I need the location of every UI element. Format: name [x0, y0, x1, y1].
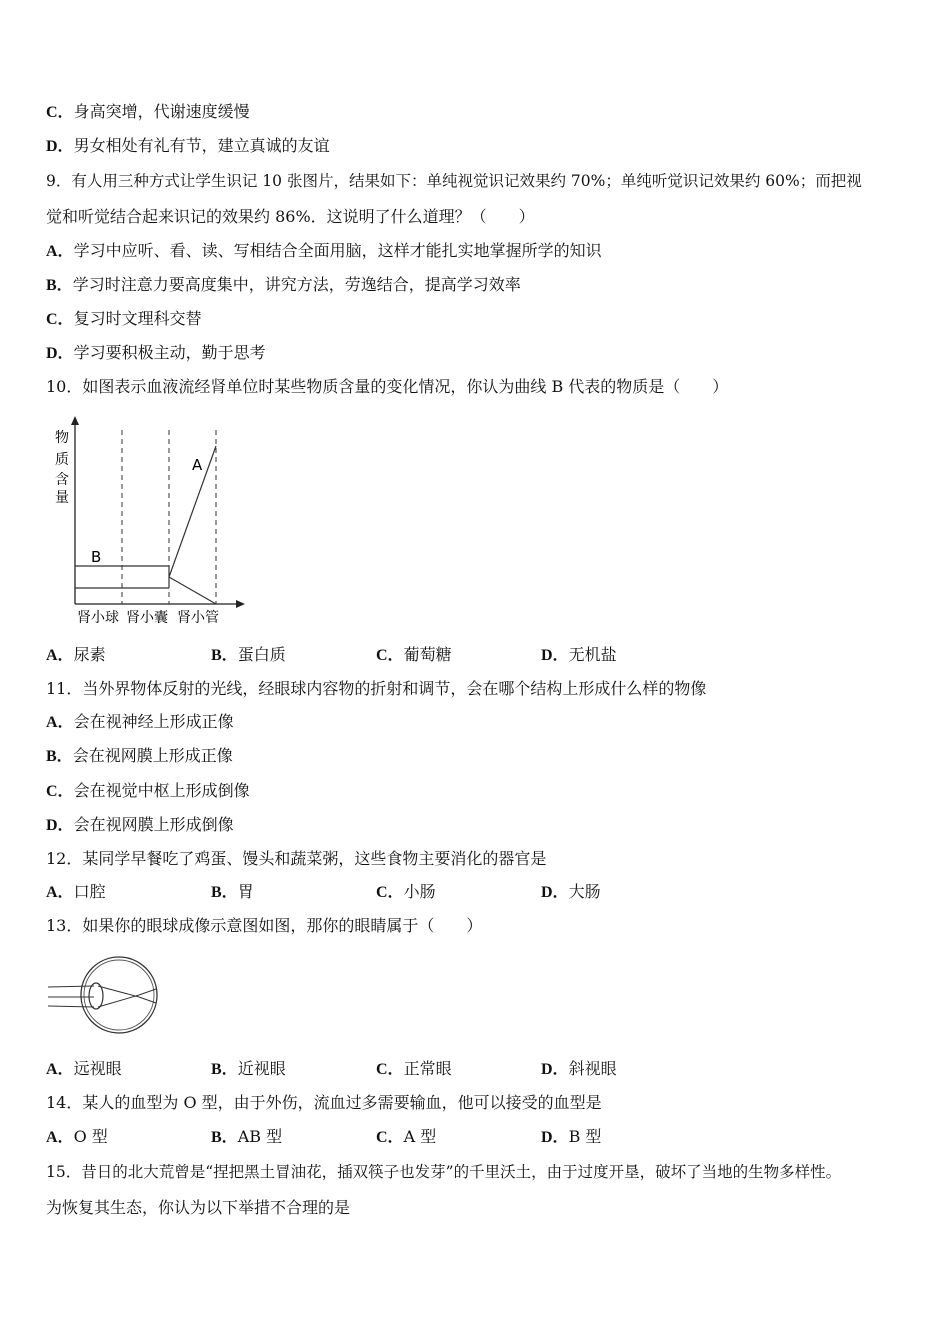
refracted-ray: [98, 995, 139, 1007]
y-axis-label-char: 物: [55, 430, 69, 446]
option-text: 远视眼: [73, 1059, 122, 1078]
q13-option-c: [376, 1059, 452, 1080]
option-label: D．: [46, 817, 74, 834]
q12-stem: 12．某同学早餐吃了鸡蛋、馒头和蔬菜粥，这些食物主要消化的器官是: [46, 849, 547, 868]
q11-option-d: [46, 815, 234, 836]
refracted-ray: [98, 986, 139, 997]
option-label: D．: [46, 138, 74, 155]
q12-options: [46, 882, 906, 902]
option-label: D．: [541, 1061, 569, 1078]
q10-kidney-figure: [46, 412, 256, 630]
q15-stem-line2: 为恢复其生态，你认为以下举措不合理的是: [46, 1198, 351, 1217]
option-label: C．: [376, 884, 404, 901]
q8-option-d: [46, 136, 330, 157]
option-label: D．: [541, 647, 569, 664]
option-label: A．: [46, 1061, 74, 1078]
option-label: C．: [376, 1061, 404, 1078]
option-text: 大肠: [568, 882, 601, 901]
option-label: D．: [46, 345, 74, 362]
option-label: C．: [46, 311, 74, 328]
option-text: 正常眼: [403, 1059, 452, 1078]
option-text: AB 型: [237, 1127, 283, 1146]
light-ray: [48, 1006, 94, 1007]
q11-option-c: [46, 781, 250, 802]
x-axis-label: 肾小球: [77, 610, 119, 626]
option-label: A．: [46, 243, 74, 260]
option-label: D．: [541, 1129, 569, 1146]
option-label: C．: [46, 104, 74, 121]
q14-options: [46, 1127, 906, 1147]
option-text: 身高突增，代谢速度缓慢: [73, 102, 250, 121]
q13-option-d: [541, 1059, 617, 1080]
y-axis-label-char: 量: [55, 490, 69, 506]
q9-option-c: [46, 309, 202, 330]
q10-option-d: [541, 645, 617, 666]
q9-stem-line1: 9．有人用三种方式让学生识记 10 张图片，结果如下：单纯视觉识记效果约 70%；单纯听觉识记效果约 60%；而把视: [46, 172, 862, 190]
option-label: B．: [211, 647, 238, 664]
option-label: B．: [46, 748, 73, 765]
option-label: B．: [211, 1061, 238, 1078]
q12-option-c: [376, 882, 436, 903]
q8-option-c: [46, 102, 250, 123]
option-label: C．: [46, 783, 74, 800]
q11-stem: 11．当外界物体反射的光线，经眼球内容物的折射和调节，会在哪个结构上形成什么样的物像: [46, 679, 707, 698]
option-text: A 型: [403, 1127, 437, 1146]
q14-option-a: [46, 1127, 108, 1148]
y-axis-arrow: [71, 416, 79, 425]
q15-stem-line1: 15．昔日的北大荒曾是“捏把黑土冒油花，插双筷子也发芽”的千里沃土，由于过度开垦，破坏了当地的生物多样性。: [46, 1163, 842, 1181]
option-text: 胃: [237, 882, 254, 901]
option-label: A．: [46, 714, 74, 731]
q12-option-a: [46, 882, 106, 903]
option-text: 葡萄糖: [403, 645, 452, 664]
option-text: 尿素: [73, 645, 106, 664]
option-text: 学习时注意力要高度集中，讲究方法，劳逸结合，提高学习效率: [72, 275, 521, 294]
option-text: 学习要积极主动，勤于思考: [73, 343, 266, 362]
q12-option-b: [211, 882, 254, 903]
q14-stem: 14．某人的血型为 O 型，由于外伤，流血过多需要输血，他可以接受的血型是: [46, 1093, 602, 1112]
option-text: 口腔: [73, 882, 106, 901]
option-text: 会在视网膜上形成倒像: [73, 815, 234, 834]
x-axis-arrow: [236, 600, 245, 608]
option-text: 复习时文理科交替: [73, 309, 202, 328]
q13-option-a: [46, 1059, 122, 1080]
q10-stem: 10．如图表示血液流经肾单位时某些物质含量的变化情况，你认为曲线 B 代表的物质是（ ）: [46, 377, 729, 396]
q9-option-a: [46, 241, 602, 262]
option-text: 蛋白质: [237, 645, 286, 664]
option-text: 学习中应听、看、读、写相结合全面用脑，这样才能扎实地掌握所学的知识: [73, 241, 602, 260]
curve-b-label: B: [91, 548, 102, 566]
option-text: 会在视觉中枢上形成倒像: [73, 781, 250, 800]
q11-option-b: [46, 746, 233, 767]
option-label: D．: [541, 884, 569, 901]
option-label: B．: [46, 277, 73, 294]
q14-option-b: [211, 1127, 282, 1148]
q14-option-c: [376, 1127, 436, 1148]
option-label: B．: [211, 1129, 238, 1146]
option-text: 会在视神经上形成正像: [73, 712, 234, 731]
option-label: A．: [46, 884, 74, 901]
q9-option-d: [46, 343, 266, 364]
q13-option-b: [211, 1059, 286, 1080]
q10-option-c: [376, 645, 452, 666]
option-label: C．: [376, 1129, 404, 1146]
option-label: C．: [376, 647, 404, 664]
q14-option-d: [541, 1127, 601, 1148]
q9-stem-line2: 觉和听觉结合起来识记的效果约 86%．这说明了什么道理？（ ）: [46, 207, 535, 226]
curve-a-label: A: [192, 456, 203, 474]
q12-option-d: [541, 882, 601, 903]
q13-eye-figure: [46, 955, 166, 1035]
q11-option-a: [46, 712, 234, 733]
y-axis-label-char: 含: [55, 472, 69, 488]
option-text: O 型: [73, 1127, 108, 1146]
light-ray: [48, 986, 94, 987]
curve-b-line: [169, 577, 216, 604]
q13-options: [46, 1059, 906, 1079]
option-text: 斜视眼: [568, 1059, 617, 1078]
option-text: 会在视网膜上形成正像: [72, 746, 233, 765]
option-label: A．: [46, 1129, 74, 1146]
x-axis-label: 肾小囊: [126, 610, 168, 626]
option-text: 近视眼: [237, 1059, 286, 1078]
x-axis-label: 肾小管: [177, 610, 219, 626]
q10-option-b: [211, 645, 286, 666]
option-text: 男女相处有礼有节，建立真诚的友谊: [73, 136, 330, 155]
q13-stem: 13．如果你的眼球成像示意图如图，那你的眼睛属于（ ）: [46, 916, 483, 935]
q10-options: [46, 645, 906, 665]
option-label: A．: [46, 647, 74, 664]
option-text: B 型: [568, 1127, 602, 1146]
q9-option-b: [46, 275, 521, 296]
option-text: 无机盐: [568, 645, 617, 664]
option-label: B．: [211, 884, 238, 901]
y-axis-label-char: 质: [55, 452, 69, 468]
option-text: 小肠: [403, 882, 436, 901]
q10-option-a: [46, 645, 106, 666]
